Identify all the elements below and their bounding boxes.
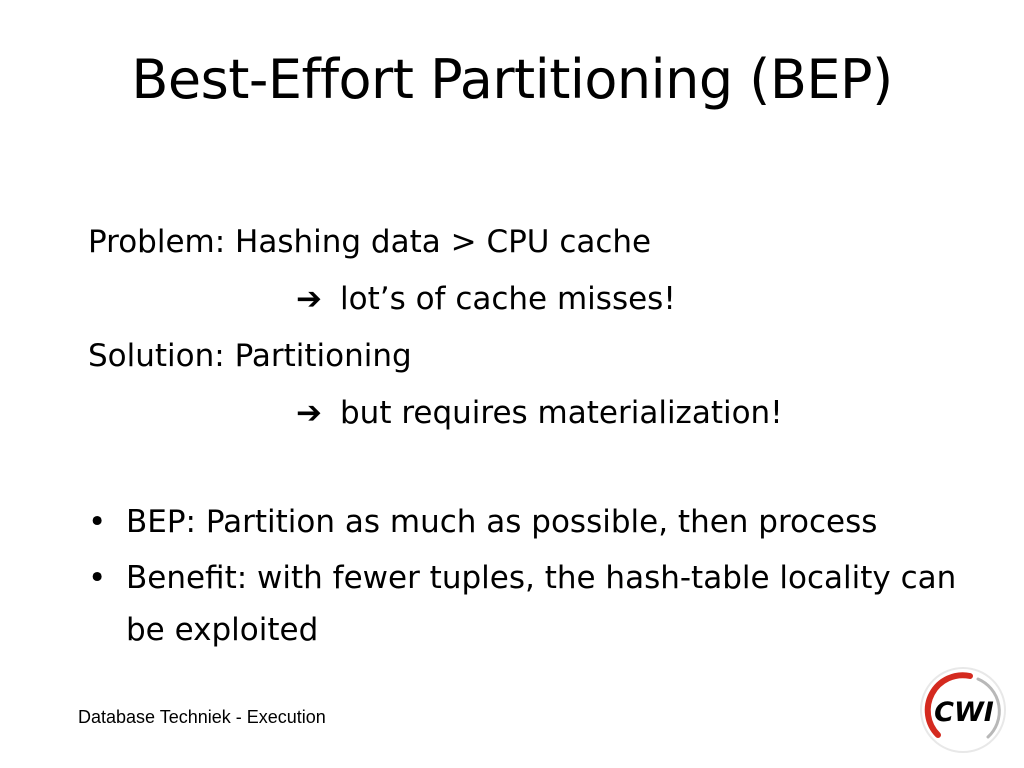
slide-body <box>88 214 998 660</box>
solution-line: Solution: Partitioning <box>88 338 412 374</box>
bullet-item <box>88 552 998 656</box>
bullet-icon: • <box>88 560 107 596</box>
slide-footer: Database Techniek - Execution <box>78 707 326 727</box>
bullet-text: Benefit: with fewer tuples, the hash-table locality can be exploited <box>126 560 957 648</box>
problem-consequence-text: lot’s of cache misses! <box>340 281 676 317</box>
bullet-item <box>88 496 998 548</box>
spacer <box>88 442 998 496</box>
problem-consequence-line <box>88 271 998 328</box>
bullet-list <box>88 496 998 656</box>
bullet-text: BEP: Partition as much as possible, then process <box>126 504 878 540</box>
solution-consequence-text: but requires materialization! <box>340 395 783 431</box>
slide-title: Best-Effort Partitioning (BEP) <box>131 48 893 111</box>
logo-text: CWI <box>934 697 994 728</box>
problem-line: Problem: Hashing data > CPU cache <box>88 224 652 260</box>
cwi-logo-icon <box>918 665 1008 755</box>
arrow-icon: ➔ <box>296 395 322 431</box>
solution-consequence-line <box>88 385 998 442</box>
arrow-icon: ➔ <box>296 281 322 317</box>
bullet-icon: • <box>88 504 107 540</box>
